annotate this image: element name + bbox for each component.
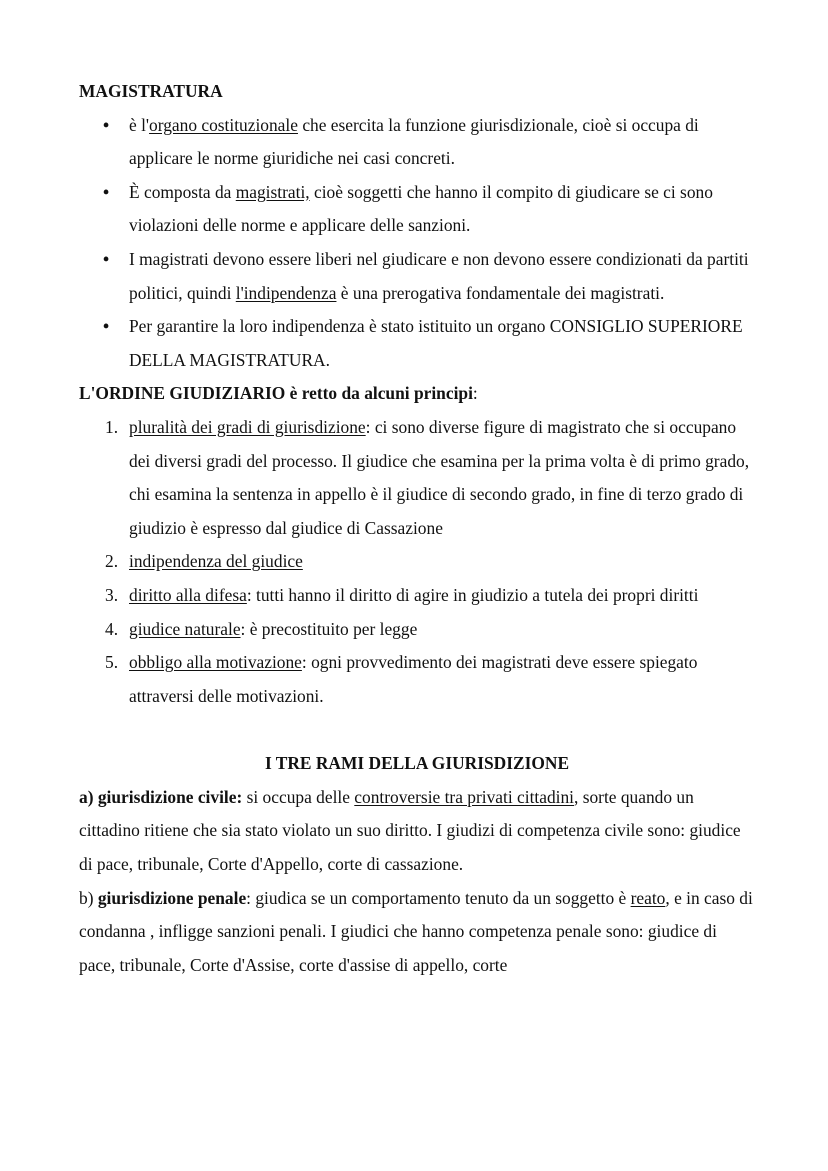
giurisdizione-civile-paragraph: a) giurisdizione civile: si occupa delle controversie tra privati cittadini, sorte quando un cittadino ritiene che sia stato violato un suo diritto. I giudizi di competenza civile sono: giudice di pace, tribunale, Corte d'Appello, corte di cassazione. <box>79 786 741 875</box>
principle-item: 4. giudice naturale: è precostituito per legge <box>105 618 418 639</box>
giurisdizione-penale-paragraph: b) giurisdizione penale: giudica se un comportamento tenuto da un soggetto è reato, e in caso di condanna , infligge sanzioni penali. I giudici che hanno competenza penale sono: giudice di pace, tribunale, Corte d'Assise, corte d'assise di appello, corte <box>79 887 753 975</box>
document-content <box>79 75 755 982</box>
bullet-item: • Per garantire la loro indipendenza è stato istituito un organo CONSIGLIO SUPERIORE DELLA MAGISTRATURA. <box>79 310 755 377</box>
bullet-icon: • <box>103 181 110 202</box>
principle-item: 2. indipendenza del giudice <box>105 551 303 572</box>
bullet-item: • È composta da magistrati, cioè soggetti che hanno il compito di giudicare se ci sono violazioni delle norme e applicare delle sanzioni. <box>79 176 755 243</box>
bullet-icon: • <box>103 316 110 337</box>
bullet-item: • è l'organo costituzionale che esercita la funzione giurisdizionale, cioè si occupa di applicare le norme giuridiche nei casi concreti. <box>79 109 755 176</box>
bullet-item: • I magistrati devono essere liberi nel giudicare e non devono essere condizionati da partiti politici, quindi l'indipendenza è una prerogativa fondamentale dei magistrati. <box>79 243 755 310</box>
principle-item: 5. obbligo alla motivazione: ogni provvedimento dei magistrati deve essere spiegato attraversi delle motivazioni. <box>105 652 698 706</box>
principle-item: 1. pluralità dei gradi di giurisdizione: ci sono diverse figure di magistrato che si occupano dei diversi gradi del processo. Il giudice che esamina per la prima volta è di primo grado, chi esamina la sentenza in appello è il giudice di secondo grado, in fine di terzo grado di giudizio è espresso dal giudice di Cassazione <box>105 416 750 538</box>
magistratura-bullet-list <box>79 109 755 378</box>
principle-item: 3. diritto alla difesa: tutti hanno il diritto di agire in giudizio a tutela dei propri diritti <box>105 584 699 605</box>
section-title: MAGISTRATURA <box>79 81 223 101</box>
bullet-icon: • <box>103 114 110 135</box>
rami-heading: I TRE RAMI DELLA GIURISDIZIONE <box>264 753 570 774</box>
bullet-icon: • <box>103 248 110 269</box>
principi-list <box>79 411 755 713</box>
section-spacer <box>79 713 755 747</box>
ordine-giudiziario-intro: L'ORDINE GIUDIZIARIO è retto da alcuni principi: <box>79 383 478 404</box>
